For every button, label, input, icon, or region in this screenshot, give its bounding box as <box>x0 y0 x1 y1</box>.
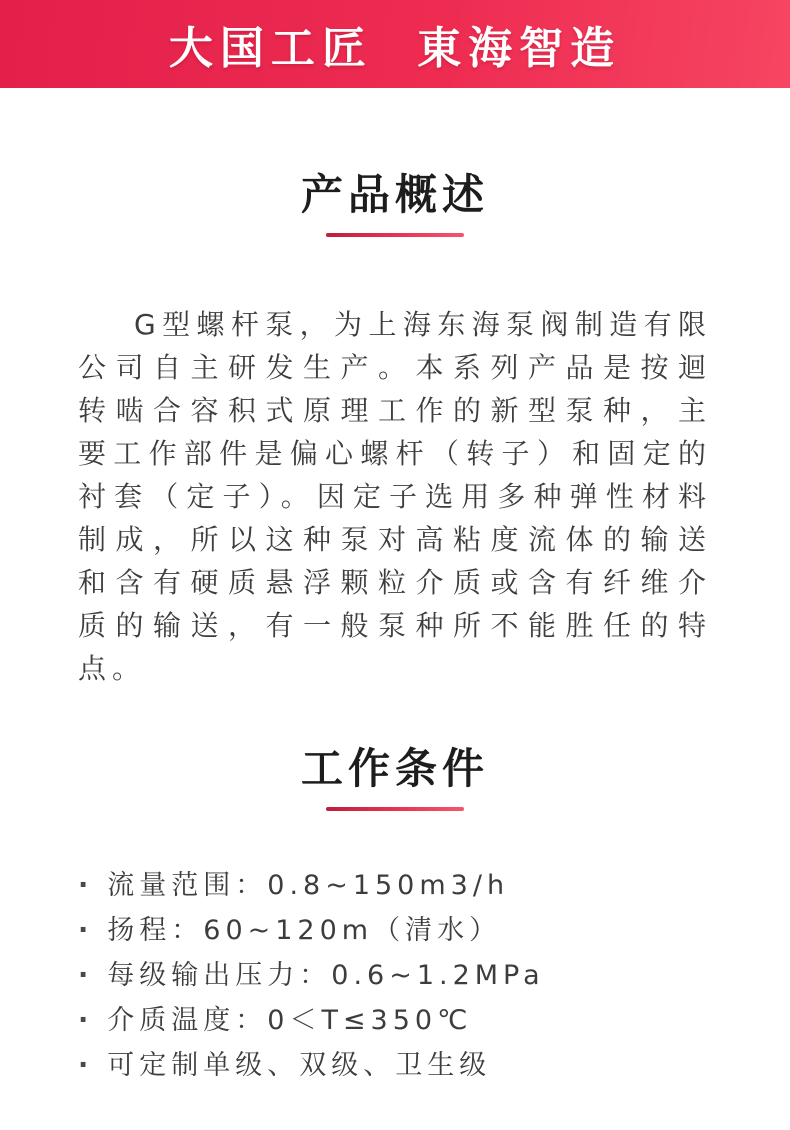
paragraph-line: 转啮合容积式原理工作的新型泵种，主 <box>78 394 712 427</box>
conditions-section-head <box>0 746 790 811</box>
heading-underline <box>326 233 464 237</box>
spec-item <box>78 908 790 953</box>
paragraph-line: 点。 <box>78 652 147 685</box>
promo-banner <box>0 0 790 88</box>
spec-item <box>78 953 790 998</box>
bullet-icon: · <box>78 960 94 991</box>
bullet-icon: · <box>78 915 94 946</box>
paragraph-line: 质的输送，有一般泵种所不能胜任的特 <box>78 609 712 642</box>
conditions-heading: 工作条件 <box>300 744 489 793</box>
spec-item <box>78 863 790 908</box>
spec-item-text: 每级输出压力：0.6~1.2MPa <box>107 960 545 991</box>
bullet-icon: · <box>78 870 94 901</box>
heading-underline <box>326 807 464 811</box>
overview-paragraph <box>78 303 712 690</box>
overview-heading: 产品概述 <box>300 170 489 219</box>
banner-title: 大国工匠 東海智造 <box>168 23 622 74</box>
spec-item <box>78 1043 790 1088</box>
spec-item-text: 介质温度：0＜T≤350℃ <box>107 1005 473 1036</box>
spec-list <box>78 863 790 1088</box>
overview-section-head <box>0 172 790 237</box>
paragraph-line: 制成，所以这种泵对高粘度流体的输送 <box>78 523 712 556</box>
spec-item-text: 可定制单级、双级、卫生级 <box>107 1050 492 1081</box>
bullet-icon: · <box>78 1005 94 1036</box>
spec-item-text: 扬程：60~120m（清水） <box>107 915 502 946</box>
paragraph-line: G型螺杆泵，为上海东海泵阀制造有限 <box>134 308 712 341</box>
bullet-icon: · <box>78 1050 94 1081</box>
spec-item <box>78 998 790 1043</box>
paragraph-line: 公司自主研发生产。本系列产品是按迴 <box>78 351 712 384</box>
paragraph-line: 和含有硬质悬浮颗粒介质或含有纤维介 <box>78 566 712 599</box>
spec-item-text: 流量范围：0.8~150m3/h <box>107 870 510 901</box>
paragraph-line: 要工作部件是偏心螺杆（转子）和固定的 <box>78 437 712 470</box>
paragraph-line: 衬套（定子）。因定子选用多种弹性材料 <box>78 480 712 513</box>
